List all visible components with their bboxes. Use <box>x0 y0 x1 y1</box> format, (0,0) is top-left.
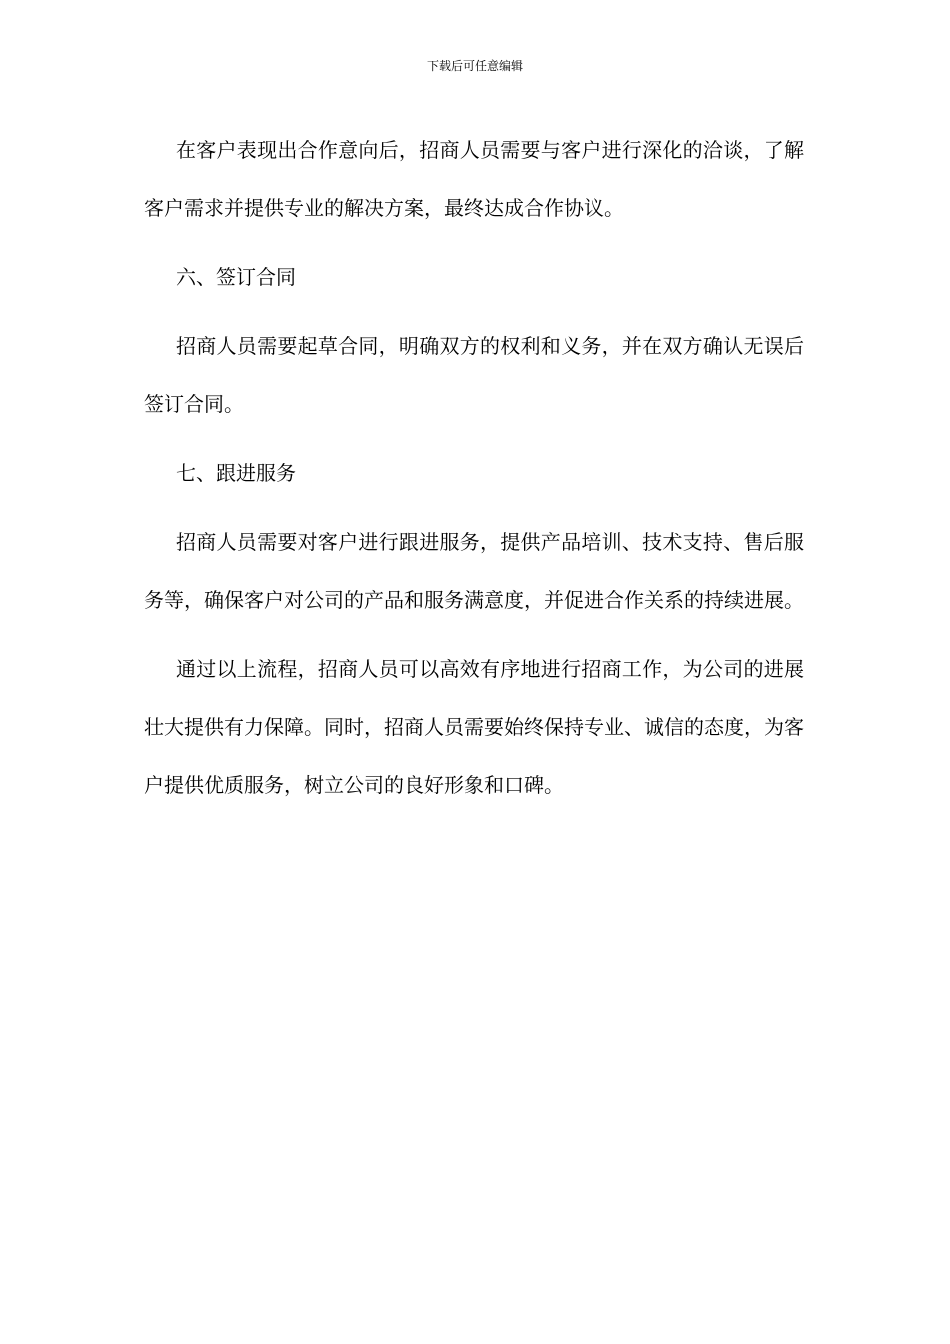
section-heading-follow-up: 七、跟进服务 <box>176 461 296 485</box>
paragraph-conclusion: 通过以上流程，招商人员可以高效有序地进行招商工作，为公司的进展壮大提供有力保障。同时，招商人员需要始终保持专业、诚信的态度，为客户提供优质服务，树立公司的良好形象和口碑。 <box>144 657 804 797</box>
paragraph-follow-up: 招商人员需要对客户进行跟进服务，提供产品培训、技术支持、售后服务等，确保客户对公司的产品和服务满意度，并促进合作关系的持续进展。 <box>144 530 804 612</box>
paragraph-sign-contract: 招商人员需要起草合同，明确双方的权利和义务，并在双方确认无误后签订合同。 <box>144 334 804 416</box>
page-header: 下载后可任意编辑 <box>426 59 523 73</box>
section-heading-sign-contract: 六、签订合同 <box>176 265 296 289</box>
paragraph-negotiation: 在客户表现出合作意向后，招商人员需要与客户进行深化的洽谈，了解客户需求并提供专业的解决方案，最终达成合作协议。 <box>144 138 804 220</box>
document-body <box>144 121 804 814</box>
